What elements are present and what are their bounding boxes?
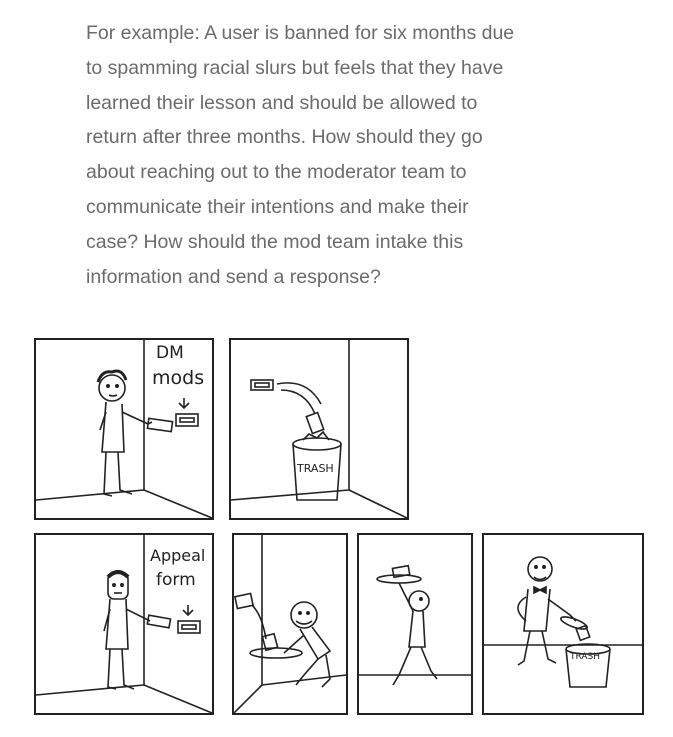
dm-mods-illustration — [36, 340, 212, 518]
paragraph-line: For example: A user is banned for six months due — [86, 22, 515, 44]
comic-panel-trash — [229, 338, 409, 520]
paragraph-line: case? How should the mod team intake this — [86, 230, 464, 253]
paragraph-line: to spamming racial slurs but feels that they have — [86, 56, 504, 79]
example-paragraph — [86, 16, 606, 294]
comic-panel-appeal-form — [34, 533, 214, 715]
paragraph-line: learned their lesson and should be allowed to — [86, 91, 478, 114]
comic-panel-dm-mods — [34, 338, 214, 520]
paragraph-line: communicate their intentions and make their — [86, 195, 469, 218]
trash-label-2: TRASH — [570, 652, 601, 662]
mod-catches-illustration — [234, 535, 346, 713]
paragraph-line: information and send a response? — [86, 265, 381, 288]
comic-panel-mod-trashes — [482, 533, 644, 715]
appeal-sign-line1: Appeal — [150, 546, 206, 565]
trash-illustration — [231, 340, 407, 518]
appeal-sign-line2: form — [156, 570, 196, 590]
trash-label: TRASH — [297, 462, 334, 475]
paragraph-line: about reaching out to the moderator team to — [86, 161, 467, 184]
mod-trashes-illustration — [484, 535, 642, 713]
paragraph-line: return after three months. How should they go — [86, 126, 483, 149]
dm-sign-line2: mods — [152, 367, 205, 389]
comic-panel-mod-catches — [232, 533, 348, 715]
mod-carries-illustration — [359, 535, 471, 713]
comic-panel-mod-carries — [357, 533, 473, 715]
dm-sign-line1: DM — [156, 343, 184, 363]
appeal-form-illustration — [36, 535, 212, 713]
